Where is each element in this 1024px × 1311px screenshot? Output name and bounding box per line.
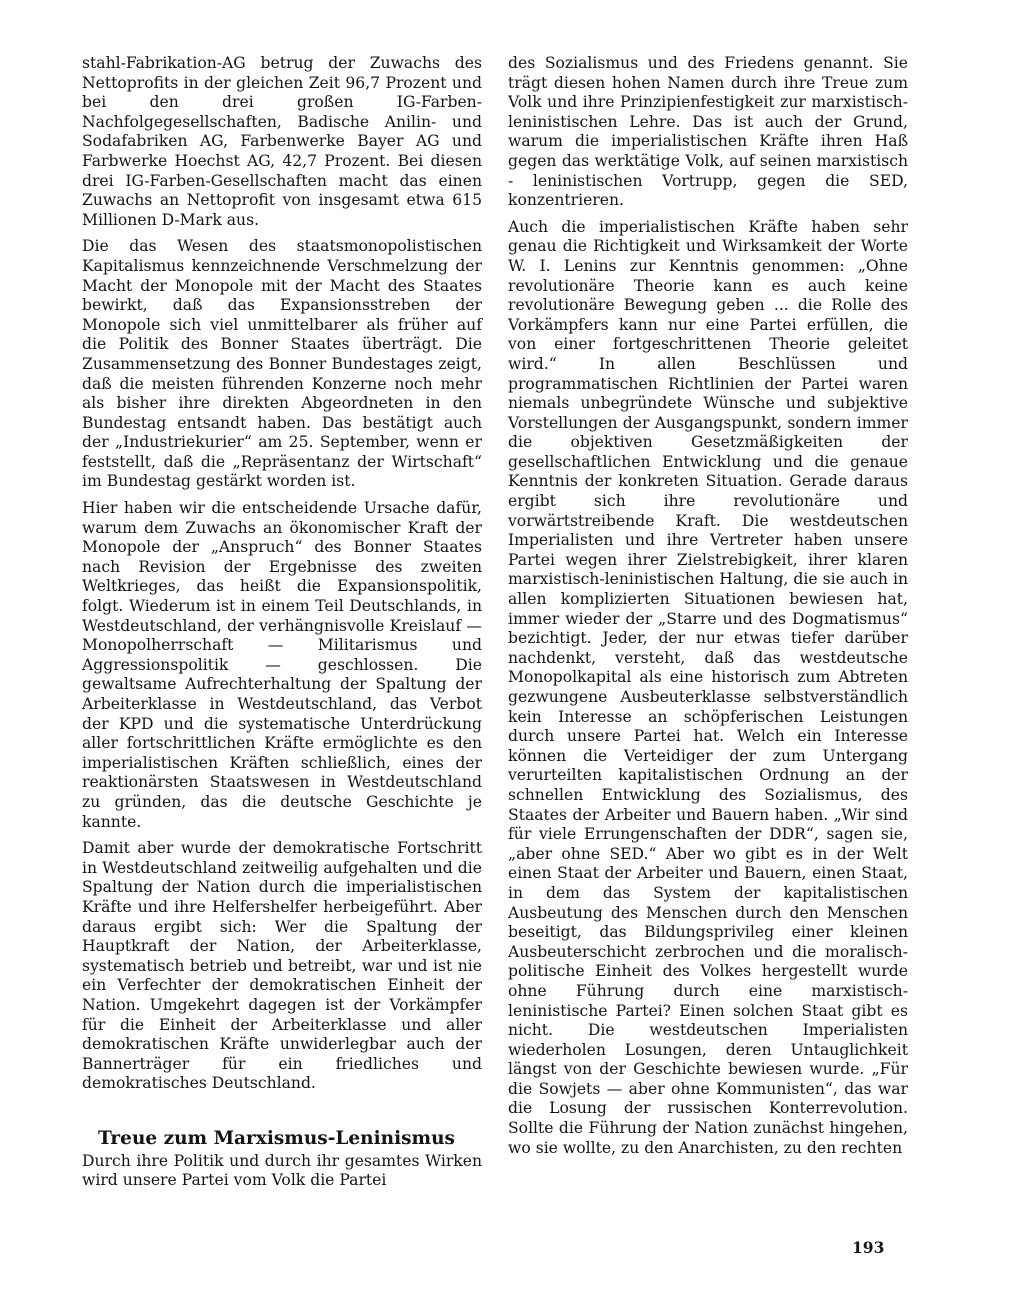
paragraph: stahl-Fabrikation-AG betrug der Zuwachs des Nettoprofits in der gleichen Zeit 96,7 Prozent und bei den drei großen IG-Farben-Nachfolgegesellschaften, Badische Anilin- und Sodafabriken AG, Farbenwerke Bayer AG und Farbwerke Hoechst AG, 42,7 Prozent. Bei diesen drei IG-Farben-Gesellschaften macht das einen Zuwachs an Nettoprofit von insgesamt etwa 615 Millionen D-Mark aus. <box>82 54 482 229</box>
paragraph: Hier haben wir die entscheidende Ursache dafür, warum dem Zuwachs an ökonomischer Kraft der Monopole der „Anspruch“ des Bonner Staates nach Revision der Ergebnisse des zweiten Weltkrieges, das heißt die Expansionspolitik, folgt. Wiederum ist in einem Teil Deutschlands, in Westdeutschland, der verhängnisvolle Kreislauf — Monopolherrschaft — Militarismus und Aggressionspolitik — geschlossen. Die gewaltsame Aufrechterhaltung der Spaltung der Arbeiterklasse in Westdeutschland, das Verbot der KPD und die systematische Unterdrückung aller fortschrittlichen Kräfte ermöglichte es den imperialistischen Kräften schließlich, eines der reaktionärsten Staatswesen in Westdeutschland zu gründen, das die deutsche Geschichte je kannte. <box>82 499 482 831</box>
section-heading: Treue zum Marxismus-Leninismus <box>98 1127 455 1149</box>
paragraph: Damit aber wurde der demokratische Fortschritt in Westdeutschland zeitweilig aufgehalten und die Spaltung der Nation durch die imperialistischen Kräfte und ihre Helfershelfer herbeigeführt. Aber daraus ergibt sich: Wer die Spaltung der Hauptkraft der Nation, der Arbeiterklasse, systematisch betrieb und betreibt, war und ist nie ein Verfechter der demokratischen Einheit der Nation. Umgekehrt dagegen ist der Vorkämpfer für die Einheit der Arbeiterklasse und aller demokratischen Kräfte unwiderlegbar auch der Bannerträger für ein friedliches und demokratisches Deutschland. <box>82 839 482 1093</box>
right-column <box>508 54 908 1165</box>
paragraph: des Sozialismus und des Friedens genannt. Sie trägt diesen hohen Namen durch ihre Treue zum Volk und ihre Prinzipienfestigkeit zur marxistisch-leninistischen Lehre. Das ist auch der Grund, warum die imperialistischen Kräfte ihren Haß gegen das werktätige Volk, auf seinen marxistisch - leninistischen Vortrupp, gegen die SED, konzentrieren. <box>508 54 908 210</box>
paragraph: Die das Wesen des staatsmonopolistischen Kapitalismus kennzeichnende Verschmelzung der Macht der Monopole mit der Macht des Staates bewirkt, daß das Expansionsstreben der Monopole sich viel unmittelbarer als früher auf die Politik des Bonner Staates überträgt. Die Zusammensetzung des Bonner Bundestages zeigt, daß die meisten führenden Konzerne noch mehr als bisher ihre direkten Abgeordneten in den Bundestag entsandt haben. Das bestätigt auch der „Industriekurier“ am 25. September, wenn er feststellt, daß die „Repräsentanz der Wirtschaft“ im Bundestag gestärkt worden ist. <box>82 237 482 491</box>
paragraph: Durch ihre Politik und durch ihr gesamtes Wirken wird unsere Partei vom Volk die Partei <box>82 1151 482 1190</box>
left-column <box>82 54 482 1198</box>
paragraph: Auch die imperialistischen Kräfte haben sehr genau die Richtigkeit und Wirksamkeit der Worte W. I. Lenins zur Kenntnis genommen: „Ohne revolutionäre Theorie kann es auch keine revolutionäre Bewegung geben ... die Rolle des Vorkämpfers kann nur eine Partei erfüllen, die von einer fortgeschrittenen Theorie geleitet wird.“ In allen Beschlüssen und programmatischen Richtlinien der Partei waren niemals unbegründete Wünsche und subjektive Vorstellungen der Ausgangspunkt, sondern immer die objektiven Gesetzmäßigkeiten der gesellschaftlichen Entwicklung und die genaue Kenntnis der konkreten Situation. Gerade daraus ergibt sich ihre revolutionäre und vorwärtstreibende Kraft. Die westdeutschen Imperialisten und ihre Vertreter haben unsere Partei wegen ihrer Zielstrebigkeit, ihrer klaren marxistisch-leninistischen Haltung, die sie auch in allen komplizierten Situationen bewiesen hat, immer wieder der „Starre und des Dogmatismus“ bezichtigt. Jeder, der nur etwas tiefer darüber nachdenkt, versteht, daß das westdeutsche Monopolkapital als eine historisch zum Abtreten gezwungene Ausbeuterklasse selbstverständlich kein Interesse an schöpferischen Leistungen durch unsere Partei hat. Welch ein Interesse können die Verteidiger der zum Untergang verurteilten kapitalistischen Ordnung an der schnellen Entwicklung des Sozialismus, des Staates der Arbeiter und Bauern haben. „Wir sind für viele Errungenschaften der DDR“, sagen sie, „aber ohne SED.“ Aber wo gibt es in der Welt einen Staat der Arbeiter und Bauern, einen Staat, in dem das System der kapitalistischen Ausbeutung des Menschen durch den Menschen beseitigt, das Bildungsprivileg einer kleinen Ausbeuterschicht zerbrochen und die moralisch-politische Einheit des Volkes hergestellt wurde ohne Führung durch eine marxistisch-leninistische Partei? Einen solchen Staat gibt es nicht. Die westdeutschen Imperialisten wiederholen Losungen, deren Untauglichkeit längst von der Geschichte bewiesen wurde. „Für die Sowjets — aber ohne Kommunisten“, das war die Losung der russischen Konterrevolution. Sollte die Führung der Nation zunächst hingehen, wo sie wollte, zu den Anarchisten, zu den rechten <box>508 217 908 1157</box>
page-number: 193 <box>852 1238 885 1257</box>
